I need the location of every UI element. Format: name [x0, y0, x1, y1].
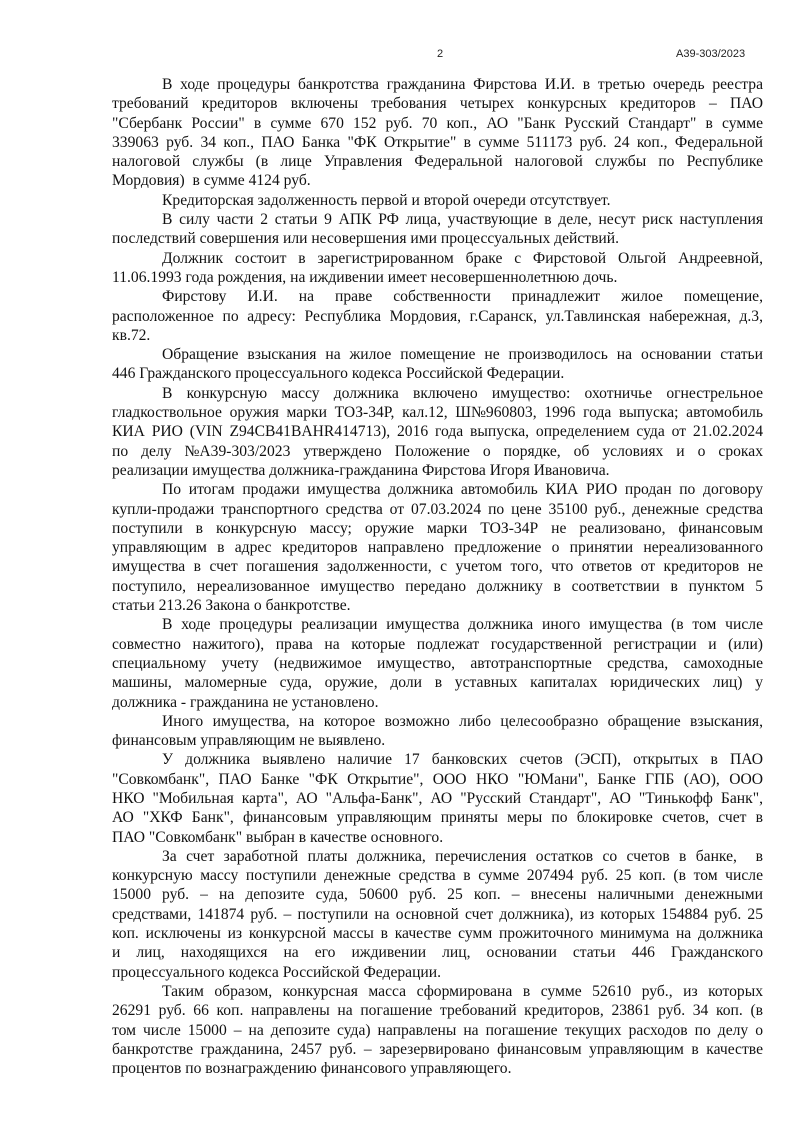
text-line: ПАО "Совкомбанк" выбран в качестве основного. [112, 828, 444, 846]
case-number: А39-303/2023 [676, 48, 746, 60]
paragraph [112, 384, 763, 480]
text-line: Иного имущества, на которое возможно либо целесообразно обращение взыскания, [162, 712, 763, 730]
paragraph [112, 191, 763, 210]
text-line: требований кредиторов включены требования четырех конкурсных кредиторов – ПАО [112, 95, 763, 113]
paragraph [112, 480, 763, 615]
text-line: Кредиторская задолженность первой и второй очереди отсутствует. [162, 191, 611, 209]
text-line: управляющим в адрес кредиторов направлено предложение о принятии нереализованного [112, 539, 763, 557]
text-line: поступило, нереализованное имущество передано должнику в соответствии в пунктом 5 [112, 577, 763, 595]
text-line: "Сбербанк России" в сумме 670 152 руб. 70 коп., АО "Банк Русский Стандарт" в сумме [112, 114, 763, 132]
text-line: конкурсную массу поступили денежные средства в сумме 207494 руб. 25 коп. (в том числе [112, 867, 763, 885]
text-line: В конкурсную массу должника включено имущество: охотничье огнестрельное [162, 384, 763, 402]
text-line: последствий совершения или несовершения ими процессуальных действий. [112, 230, 620, 248]
text-line: В ходе процедуры реализации имущества должника иного имущества (в том числе [162, 616, 763, 634]
text-line: КИА РИО (VIN Z94CB41BAHR414713), 2016 года выпуска, определением суда от 21.02.2024 [112, 423, 763, 441]
text-line: процентов по вознаграждению финансового управляющего. [112, 1060, 512, 1078]
text-line: Фирстову И.И. на праве собственности принадлежит жилое помещение, [162, 288, 763, 306]
text-line: том числе 15000 – на депозите суда) направлены на погашение текущих расходов по делу о [112, 1021, 763, 1039]
text-line: Обращение взыскания на жилое помещение не производилось на основании статьи [162, 346, 763, 364]
paragraph [112, 287, 763, 345]
text-line: В силу части 2 статьи 9 АПК РФ лица, участвующие в деле, несут риск наступления [162, 211, 763, 229]
text-line: Мордовия) в сумме 4124 руб. [112, 172, 311, 190]
text-line: банкротстве гражданина, 2457 руб. – зарезервировано финансовым управляющим в качестве [112, 1040, 763, 1058]
text-line: 11.06.1993 года рождения, на иждивении имеет несовершеннолетнюю дочь. [112, 268, 618, 286]
text-line: специальному учету (недвижимое имущество, автотранспортные средства, самоходные [112, 654, 763, 672]
paragraph [112, 847, 763, 982]
text-line: 446 Гражданского процессуального кодекса Российской Федерации. [112, 365, 565, 383]
text-line: купли-продажи транспортного средства от 07.03.2024 по цене 35100 руб., денежные средства [112, 500, 763, 518]
text-line: налоговой службы (в лице Управления Федеральной налоговой службы по Республике [112, 153, 763, 171]
paragraph [112, 75, 763, 191]
text-line: по делу №А39-303/2023 утверждено Положение о порядке, об условиях и о сроках [112, 442, 763, 460]
text-line: гладкоствольное оружия марки ТОЗ-34Р, кал.12, Ш№960803, 1996 года выпуска; автомобиль [112, 404, 763, 422]
text-line: У должника выявлено наличие 17 банковских счетов (ЭСП), открытых в ПАО [162, 751, 763, 769]
text-line: кв.72. [112, 326, 151, 344]
page-number: 2 [437, 48, 444, 60]
text-line: поступили в конкурсную массу; оружие марки ТОЗ-34Р не реализовано, финансовым [112, 519, 763, 537]
text-line: расположенное по адресу: Республика Мордовия, г.Саранск, ул.Тавлинская набережная, д.3, [112, 307, 763, 325]
text-line: реализации имущества должника-гражданина Фирстова Игоря Ивановича. [112, 461, 610, 479]
paragraph [112, 249, 763, 288]
paragraph [112, 345, 763, 384]
text-line: НКО "Мобильная карта", АО "Альфа-Банк", АО "Русский Стандарт", АО "Тинькофф Банк", [112, 789, 763, 807]
text-line: коп. исключены из конкурсной массы в качестве сумм прожиточного минимума на должника [112, 925, 763, 943]
paragraph [112, 750, 763, 846]
document-body [112, 75, 763, 1078]
text-line: 339063 руб. 34 коп., ПАО Банка "ФК Открытие" в сумме 511173 руб. 24 коп., Федеральной [112, 133, 763, 151]
paragraph [112, 982, 763, 1078]
text-line: 15000 руб. – на депозите суда, 50600 руб. 25 коп. – внесены наличными денежными [112, 886, 763, 904]
text-line: АО "ХКФ Банк", финансовым управляющим приняты меры по блокировке счетов, счет в [112, 809, 763, 827]
paragraph [112, 615, 763, 711]
text-line: должника - гражданина не установлено. [112, 693, 379, 711]
text-line: 26291 руб. 66 коп. направлены на погашение требований кредиторов, 23861 руб. 34 коп. (в [112, 1002, 763, 1020]
text-line: процессуального кодекса Российской Федерации. [112, 963, 442, 981]
text-line: статьи 213.26 Закона о банкротстве. [112, 597, 351, 615]
text-line: Таким образом, конкурсная масса сформирована в сумме 52610 руб., из которых [162, 982, 763, 1000]
text-line: совместно нажитого), права на которые подлежат государственной регистрации и (или) [112, 635, 763, 653]
text-line: По итогам продажи имущества должника автомобиль КИА РИО продан по договору [162, 481, 763, 499]
text-line: "Совкомбанк", ПАО Банке "ФК Открытие", ООО НКО "ЮМани", Банке ГПБ (АО), ООО [112, 770, 763, 788]
paragraph [112, 712, 763, 751]
text-line: машины, маломерные суда, оружие, доли в уставных капиталах юридических лиц) у [112, 674, 763, 692]
text-line: финансовым управляющим не выявлено. [112, 732, 386, 750]
text-line: В ходе процедуры банкротства гражданина Фирстова И.И. в третью очередь реестра [162, 76, 763, 93]
text-line: имущества в счет погашения задолженности, с учетом того, что ответов от кредиторов не [112, 558, 763, 576]
text-line: средствами, 141874 руб. – поступили на основной счет должника), из которых 154884 руб. 25 [112, 905, 763, 923]
text-line: Должник состоит в зарегистрированном браке с Фирстовой Ольгой Андреевной, [162, 249, 763, 267]
text-line: За счет заработной платы должника, перечисления остатков со счетов в банке, в [162, 847, 763, 865]
paragraph [112, 210, 763, 249]
text-line: и лиц, находящихся на его иждивении лиц, основании статьи 446 Гражданского [112, 944, 763, 962]
